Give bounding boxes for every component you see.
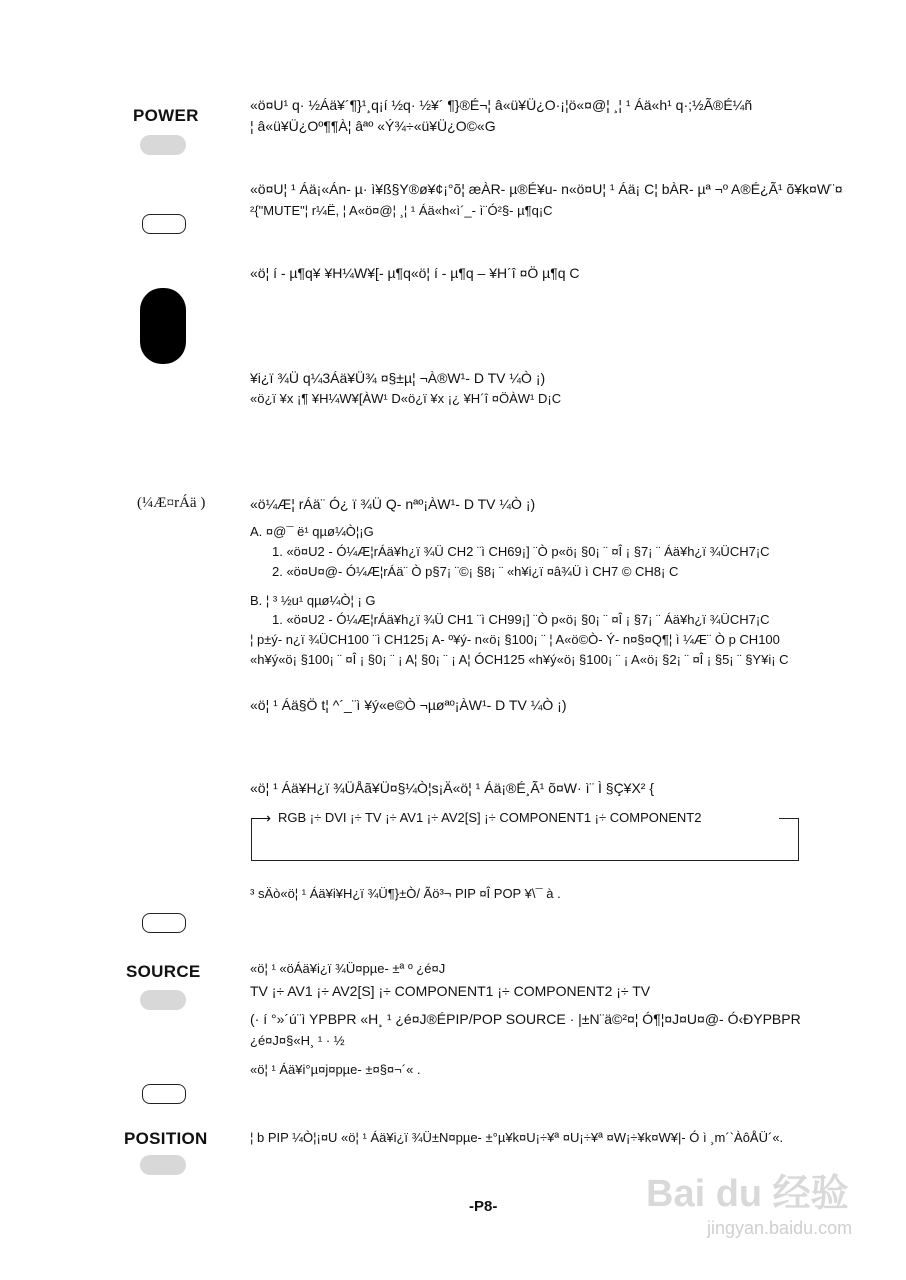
volume-desc: «ö¦ í - µ¶q¥ ¥H¼W¥[- µ¶q«ö¦ í - µ¶q – ¥H´î ¤Ö µ¶q C [250, 265, 580, 281]
baidu-watermark-logo: Bai du 经验 [646, 1173, 849, 1215]
mute-desc-line1: «ö¤U¦ ¹ Áä¡«Án- µ· ì¥ß§Y®ø¥¢¡°õ¦ æÀR- µ®É¥u- n«ö¤U¦ ¹ Áä¡ C¦ bÀR- µª ¬º A®É¿Ã¹ õ¥k¤W¨¤ [250, 181, 843, 197]
numeric-a-item-1: 1. «ö¤U2 - Ó¼Æ¦rÁä¥h¿ï ¾Ü CH2 ¨ì CH69¡] ¨Ò p«ö¡ §0¡ ¨ ¤Î ¡ §7¡ ¨ Áä¥h¿ï ¾ÜCH7¡C [272, 544, 770, 559]
input-intro: «ö¦ ¹ Áä¥H¿ï ¾ÜÅã¥Ü¤§¼Ò¦s¡Ä«ö¦ ¹ Áä¡®É¸Ã¹ õ¤W· ì¨ Ì §Ç¥X² { [250, 780, 655, 796]
input-button-icon [142, 913, 186, 933]
source-cycle: TV ¡÷ AV1 ¡÷ AV2[S] ¡÷ COMPONENT1 ¡÷ COMPONENT2 ¡÷ TV [250, 983, 651, 999]
mute-button-icon [142, 214, 186, 234]
numeric-b-item-2: ¦ p±ý- n¿ï ¾ÜCH100 ¨ì CH125¡ A- º¥ý- n«ö¡ §100¡ ¨ ¦ A«ö©Ò- Ý- n¤§¤Q¶¦ ì ¼Æ¨ Ò p CH100 [250, 632, 780, 647]
numeric-intro: «ö¼Æ¦ rÁä¨ Ó¿ ï ¾Ü Q- nªº¡ÀW¹- D TV ¼Ò ¡) [250, 496, 536, 512]
source-label: SOURCE [126, 962, 201, 981]
baidu-watermark-url: jingyan.baidu.com [707, 1218, 853, 1238]
power-desc-line2: ¦ â«ü¥Ü¿Oº¶¶À¦ âªº «Ý¾÷«ü¥Ü¿O©«G [250, 118, 496, 134]
numeric-b-item-1: 1. «ö¤U2 - Ó¼Æ¦rÁä¥h¿ï ¾Ü CH1 ¨ì CH99¡] ¨Ò p«ö¡ §0¡ ¨ ¤Î ¡ §7¡ ¨ Áä¥h¿ï ¾ÜCH7¡C [272, 612, 770, 627]
numeric-b-item-3: «h¥ý«ö¡ §100¡ ¨ ¤Î ¡ §0¡ ¨ ¡ A¦ §0¡ ¨ ¡ A¦ ÓCH125 «h¥ý«ö¡ §100¡ ¨ ¡ A«ö¡ §2¡ ¨ ¤Î ¡ §5¡ ¨ §Y¥i¡ C [250, 652, 789, 667]
input-cycle: RGB ¡÷ DVI ¡÷ TV ¡÷ AV1 ¡÷ AV2[S] ¡÷ COMPONENT1 ¡÷ COMPONENT2 [278, 810, 702, 825]
mute-desc-line2: ²{"MUTE"¦ r¼Ë, ¦ A«ö¤@¦ ¸¦ ¹ Áä«h«ì´_- ì¨Ó²§- µ¶q¡C [250, 203, 553, 218]
numeric-keys-label: (¼Æ¤rÁä ) [137, 495, 206, 511]
rocker-key-icon [140, 288, 186, 364]
numeric-a-item-2: 2. «ö¤U¤@- Ó¼Æ¦rÁä¨ Ò p§7¡ ¨©¡ §8¡ ¨ «h¥i¿ï ¤â¾Ü ì CH7 © CH8¡ C [272, 564, 679, 579]
input-note: ³ sÄò«ö¦ ¹ Áä¥i¥H¿ï ¾Ü¶}±Ò/ Ãö³¬ PIP ¤Î POP ¥\¯ à . [250, 886, 561, 901]
source-desc-line3: ¿é¤J¤§«H¸ ¹ · ½ [250, 1033, 345, 1048]
source-desc-line2: (· í °»´ú¨ì YPBPR «H¸ ¹ ¿é¤J®ÉPIP/POP SOURCE · |±N¨ä©²¤¦ Ó¶¦¤J¤U¤@- Ó‹ÐYPBPR [250, 1011, 801, 1027]
power-label: POWER [133, 106, 199, 125]
source-button-icon [140, 990, 186, 1010]
page-number: -P8- [469, 1198, 498, 1215]
source-desc-line1: «ö¦ ¹ «öÁä¥i¿ï ¾Ü¤pµe- ±ª º ¿é¤J [250, 961, 446, 976]
cycle-arrow-icon: ⟶ [251, 810, 272, 826]
power-desc-line1: «ö¤U¹ q· ½Áä¥´¶}¹¸q¡í ½q· ½¥´ ¶}®É¬¦ â«ü¥Ü¿O·¡¦ö«¤@¦ ¸¦ ¹ Áä«h¹ q·;½Ã®É¼ñ [250, 97, 753, 113]
power-button-icon [140, 135, 186, 155]
swap-button-icon [142, 1084, 186, 1104]
swap-desc: «ö¦ ¹ Áä¥i°µ¤j¤pµe- ±¤§¤¬´« . [250, 1062, 421, 1077]
recall-desc: «ö¦ ¹ Áä§Ö t¦ ^´_¨ì ¥ý«e©Ò ¬µøªº¡ÀW¹- D TV ¼Ò ¡) [250, 697, 567, 713]
position-desc: ¦ b PIP ¼Ò¦¡¤U «ö¦ ¹ Áä¥i¿ï ¾Ü±N¤pµe- ±°µ¥k¤U¡÷¥ª ¤U¡÷¥ª ¤W¡÷¥k¤W¥|- Ó ì ¸m´`ÀôÅÜ´«. [250, 1130, 784, 1145]
position-label: POSITION [124, 1129, 208, 1148]
channel-desc-line1: ¥i¿ï ¾Ü q¼3Áä¥Ü¾ ¤§±µ¦ ¬À®W¹- D TV ¼Ò ¡) [250, 370, 546, 386]
cycle-loop-top-right [779, 818, 798, 819]
numeric-a-title: A. ¤@¯ ë¹ qµø¼Ò¦¡G [250, 524, 374, 539]
numeric-b-title: B. ¦ ³ ½u¹ qµø¼Ò¦ ¡ G [250, 593, 376, 608]
channel-desc-line2: «ö¿ï ¥x ¡¶ ¥H¼W¥[ÀW¹ D«ö¿ï ¥x ¡¿ ¥H´î ¤ÖÀW¹ D¡C [250, 391, 562, 406]
position-button-icon [140, 1155, 186, 1175]
